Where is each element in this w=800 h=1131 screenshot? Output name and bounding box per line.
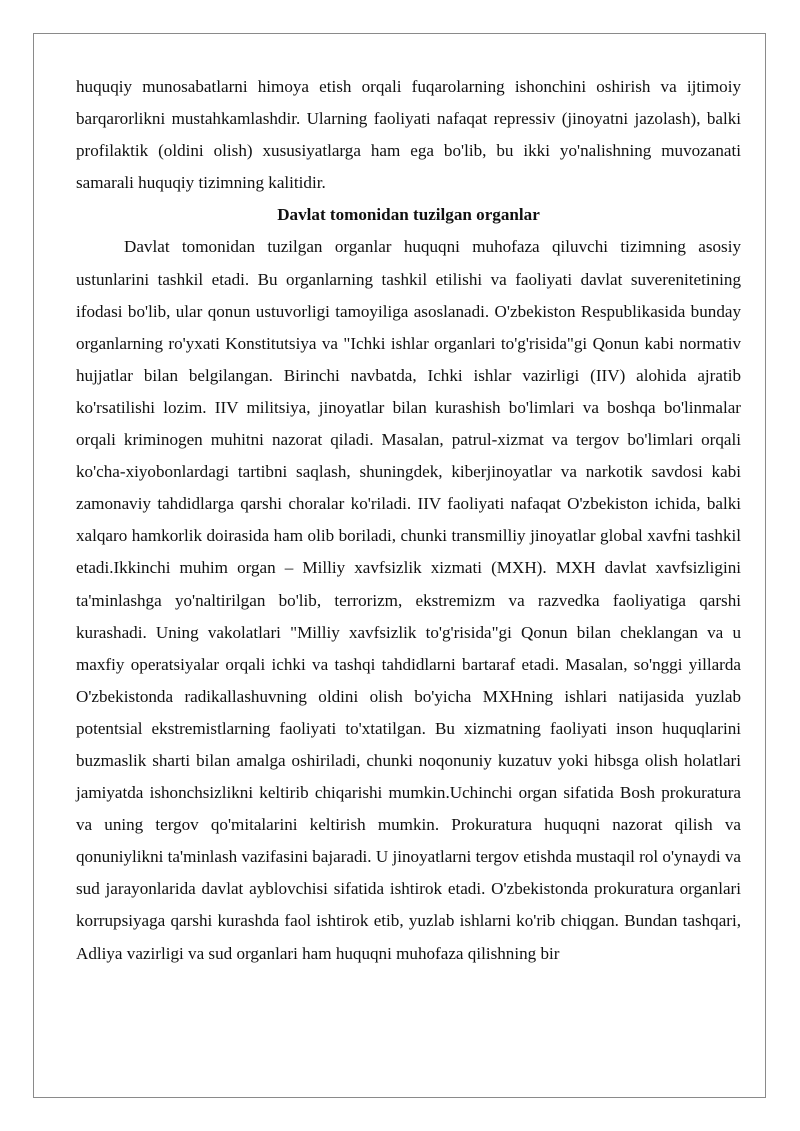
body-paragraph: Davlat tomonidan tuzilgan organlar huquqni muhofaza qiluvchi tizimning asosiy ustunlarini tashkil etadi. Bu organlarning tashkil etilishi va faoliyati davlat suverenitetining ifodasi bo'lib, ular qonun ustuvorligi tamoyiliga asoslanadi. O'zbekiston Respublikasida bunday organlarning ro'yxati Konstitutsiya va "Ichki ishlar organlari to'g'risida"gi Qonun kabi normativ hujjatlar bilan belgilangan. Birinchi navbatda, Ichki ishlar vazirligi (IIV) alohida ajratib ko'rsatilishi lozim. IIV militsiya, jinoyatlar bilan kurashish bo'limlari va boshqa bo'linmalar orqali kriminogen muhitni nazorat qiladi. Masalan, patrul-xizmat va tergov bo'limlari orqali ko'cha-xiyobonlardagi tartibni saqlash, shuningdek, kiberjinoyatlar va narkotik savdosi kabi zamonaviy tahdidlarga qarshi choralar ko'riladi. IIV faoliyati nafaqat O'zbekiston ichida, balki xalqaro hamkorlik doirasida ham olib boriladi, chunki transmilliy jinoyatlar global xavfni tashkil etadi.Ikkinchi muhim organ – Milliy xavfsizlik xizmati (MXH). MXH davlat xavfsizligini ta'minlashga yo'naltirilgan bo'lib, terrorizm, ekstremizm va razvedka faoliyatiga qarshi kurashadi. Uning vakolatlari "Milliy xavfsizlik to'g'risida"gi Qonun bilan cheklangan va u maxfiy operatsiyalar orqali ichki va tashqi tahdidlarni bartaraf etadi. Masalan, so'nggi yillarda O'zbekistonda radikallashuvning oldini olish bo'yicha MXHning ishlari natijasida yuzlab potentsial ekstremistlarning faoliyati to'xtatilgan. Bu xizmatning faoliyati inson huquqlarini buzmaslik sharti bilan amalga oshiriladi, chunki noqonuniy kuzatuv yoki hibsga olish holatlari jamiyatda ishonchsizlikni keltirib chiqarishi mumkin.Uchinchi organ sifatida Bosh prokuratura va uning tergov qo'mitalarini keltirish mumkin. Prokuratura huquqni nazorat qilish va qonuniylikni ta'minlash vazifasini bajaradi. U jinoyatlarni tergov etishda mustaqil rol o'ynaydi va sud jarayonlarida davlat ayblovchisi sifatida ishtirok etadi. O'zbekistonda prokuratura organlari korrupsiyaga qarshi kurashda faol ishtirok etib, yuzlab ishlarni ko'rib chiqgan. Bundan tashqari, Adliya vazirligi va sud organlari ham huquqni muhofaza qilishning bir xyxy=(76,237,741,963)
document-body xyxy=(76,71,741,970)
section-heading: Davlat tomonidan tuzilgan organlar xyxy=(277,205,540,225)
intro-paragraph: huquqiy munosabatlarni himoya etish orqali fuqarolarning ishonchini oshirish va ijtimoiy barqarorlikni mustahkamlashdir. Ularning faoliyati nafaqat repressiv (jinoyatni jazolash), balki profilaktik (oldini olish) xususiyatlarga ham ega bo'lib, bu ikki yo'nalishning muvozanati samarali huquqiy tizimning kalitidir. xyxy=(76,77,741,193)
